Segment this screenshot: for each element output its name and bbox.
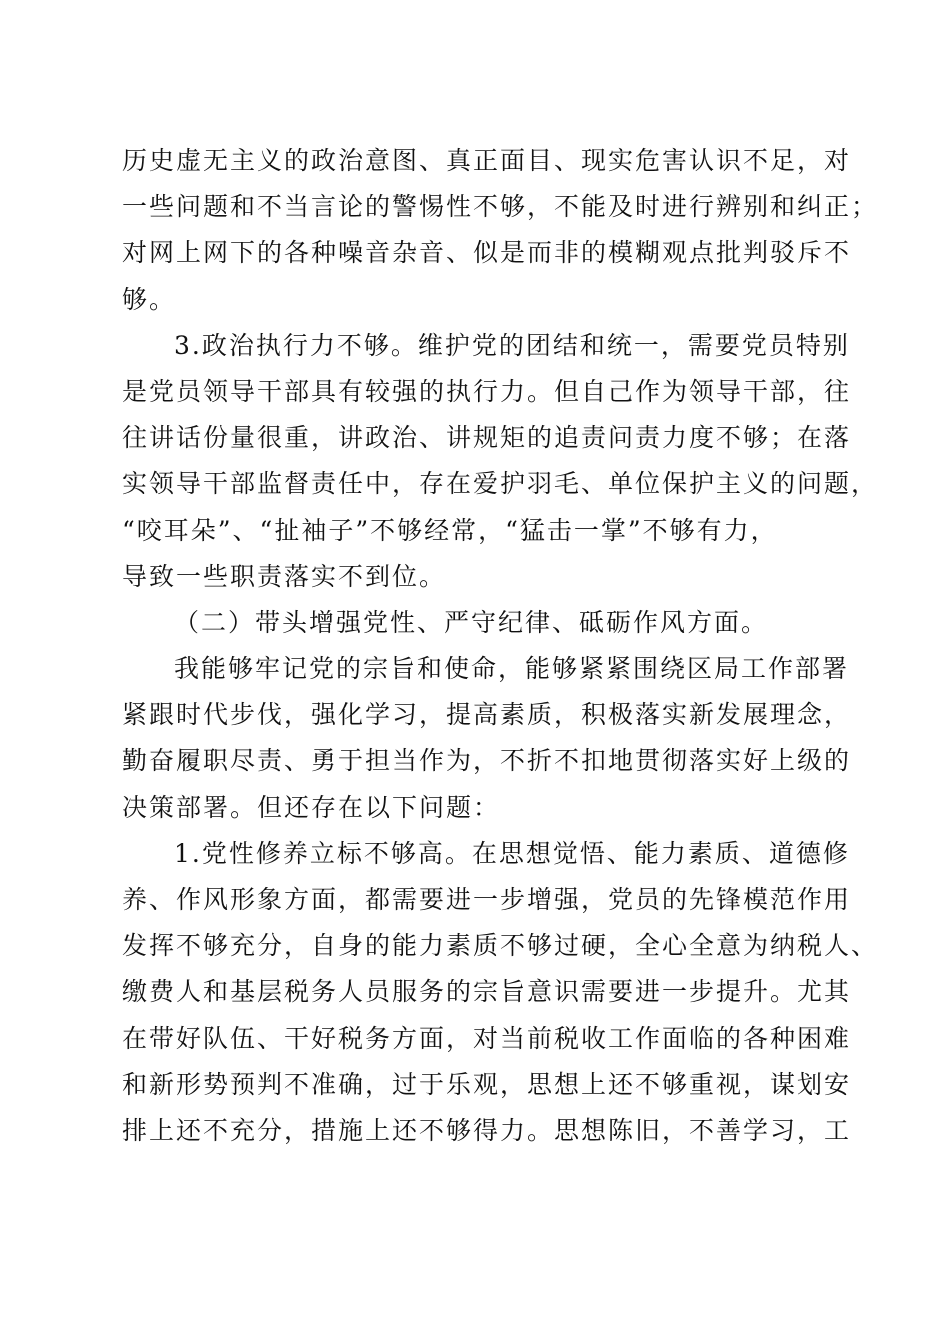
text-line: “咬耳朵”、“扯袖子”不够经常，“猛击一掌”不够有力， bbox=[122, 515, 778, 545]
document-body bbox=[122, 138, 879, 1154]
text-line: 紧跟时代步伐，强化学习，提高素质，积极落实新发展理念， bbox=[122, 700, 852, 730]
text-line: 排上还不充分，措施上还不够得力。思想陈旧，不善学习，工 bbox=[122, 1115, 852, 1145]
paragraph-start-line: 1.党性修养立标不够高。在思想觉悟、能力素质、道德修 bbox=[174, 838, 850, 868]
text-line: 够。 bbox=[122, 284, 177, 314]
text-line: 发挥不够充分，自身的能力素质不够过硬，全心全意为纳税人、 bbox=[122, 931, 879, 961]
text-line: 勤奋履职尽责、勇于担当作为，不折不扣地贯彻落实好上级的 bbox=[122, 746, 852, 776]
text-line: 在带好队伍、干好税务方面，对当前税收工作面临的各种困难 bbox=[122, 1023, 852, 1053]
text-line: 决策部署。但还存在以下问题： bbox=[122, 792, 501, 822]
text-line: 往讲话份量很重，讲政治、讲规矩的追责问责力度不够；在落 bbox=[122, 423, 852, 453]
text-line: 养、作风形象方面，都需要进一步增强，党员的先锋模范作用 bbox=[122, 885, 852, 914]
paragraph-start-line: 我能够牢记党的宗旨和使命，能够紧紧围绕区局工作部署 bbox=[174, 654, 850, 684]
text-line: 缴费人和基层税务人员服务的宗旨意识需要进一步提升。尤其 bbox=[122, 977, 852, 1007]
text-line: 是党员领导干部具有较强的执行力。但自己作为领导干部，往 bbox=[122, 376, 852, 406]
text-line: 历史虚无主义的政治意图、真正面目、现实危害认识不足，对 bbox=[122, 146, 852, 175]
section-heading: （二）带头增强党性、严守纪律、砥砺作风方面。 bbox=[174, 607, 769, 637]
paragraph-start-line: 3.政治执行力不够。维护党的团结和统一，需要党员特别 bbox=[174, 330, 850, 360]
text-line: 和新形势预判不准确，过于乐观，思想上还不够重视，谋划安 bbox=[122, 1069, 852, 1099]
text-line: 导致一些职责落实不到位。 bbox=[122, 561, 447, 591]
text-line: 对网上网下的各种噪音杂音、似是而非的模糊观点批判驳斥不 bbox=[122, 238, 852, 268]
text-line: 一些问题和不当言论的警惕性不够，不能及时进行辨别和纠正； bbox=[122, 192, 879, 222]
text-line: 实领导干部监督责任中，存在爱护羽毛、单位保护主义的问题， bbox=[122, 469, 879, 499]
